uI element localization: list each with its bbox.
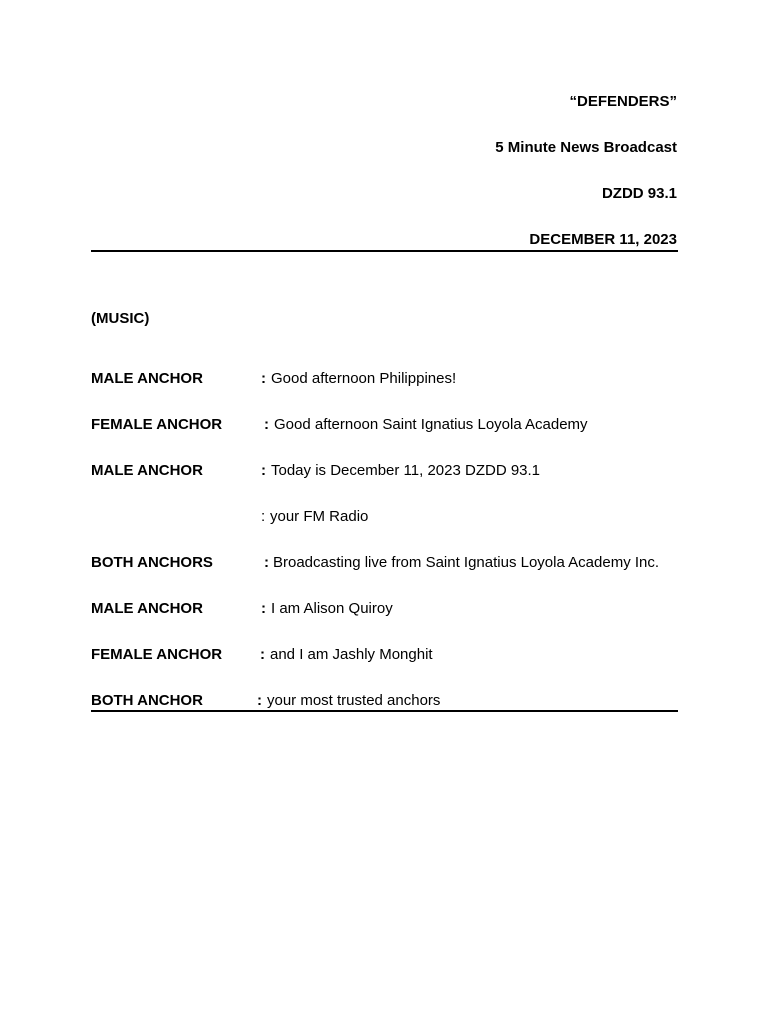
script-line [0, 554, 768, 572]
line-colon: : [261, 600, 266, 617]
line-colon: : [257, 692, 262, 709]
line-text: your FM Radio [270, 508, 369, 525]
line-text: your most trusted anchors [267, 692, 441, 709]
script-line [0, 462, 768, 480]
header-divider [91, 250, 678, 252]
line-colon: : [261, 508, 266, 525]
script-line [0, 646, 768, 664]
script-line [0, 508, 768, 526]
speaker-label: MALE ANCHOR [91, 370, 203, 387]
broadcast-date: DECEMBER 11, 2023 [529, 231, 677, 248]
line-colon: : [264, 554, 269, 571]
broadcast-subtitle: 5 Minute News Broadcast [495, 139, 677, 156]
line-text: I am Alison Quiroy [271, 600, 393, 617]
speaker-label: FEMALE ANCHOR [91, 646, 223, 663]
speaker-label: FEMALE ANCHOR [91, 416, 223, 433]
speaker-label: MALE ANCHOR [91, 462, 203, 479]
line-text: and I am Jashly Monghit [270, 646, 433, 663]
line-colon: : [260, 646, 265, 663]
speaker-label: BOTH ANCHORS [91, 554, 213, 571]
line-colon: : [261, 370, 266, 387]
script-line [0, 370, 768, 388]
script-line [0, 416, 768, 434]
line-text: Good afternoon Saint Ignatius Loyola Academy [274, 416, 588, 433]
music-cue: (MUSIC) [91, 310, 150, 327]
line-colon: : [264, 416, 269, 433]
script-end-divider [91, 710, 678, 712]
script-line [0, 600, 768, 618]
station-name: DZDD 93.1 [601, 185, 677, 202]
speaker-label: BOTH ANCHOR [91, 692, 203, 709]
line-text: Broadcasting live from Saint Ignatius Loyola Academy Inc. [273, 554, 660, 571]
script-line [0, 692, 768, 710]
line-colon: : [261, 462, 266, 479]
line-text: Today is December 11, 2023 DZDD 93.1 [271, 462, 541, 479]
show-title: “DEFENDERS” [569, 93, 677, 110]
speaker-label: MALE ANCHOR [91, 600, 203, 617]
line-text: Good afternoon Philippines! [271, 370, 457, 387]
